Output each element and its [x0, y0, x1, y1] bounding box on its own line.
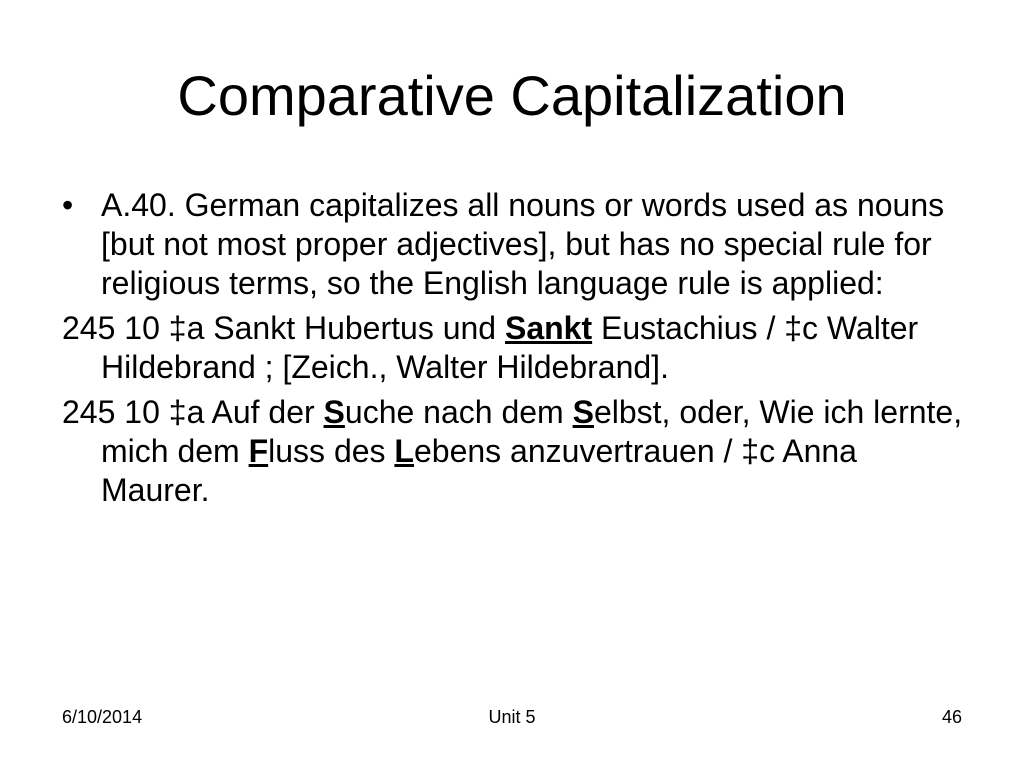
footer-center-label: Unit 5: [488, 707, 536, 727]
example-paragraph-1: [62, 309, 972, 387]
slide-body: [62, 186, 972, 516]
example-2-part-3: elbst, oder, Wie ich lernte, mich dem: [101, 394, 963, 469]
bullet-icon: •: [62, 187, 74, 223]
example-2-highlight-2: S: [572, 394, 594, 430]
bullet-text: A.40. German capitalizes all nouns or words used as nouns [but not most proper adjectives], but has no special rule for religious terms, so the English language rule is applied:: [101, 187, 945, 301]
example-2-part-2: uche nach dem: [344, 394, 573, 430]
bullet-paragraph: [62, 186, 972, 303]
footer-page-number: 46: [941, 707, 962, 727]
slide-title: Comparative Capitalization: [177, 64, 847, 127]
footer-date: 6/10/2014: [62, 707, 143, 727]
example-1-text-after: Eustachius / ‡c Walter Hildebrand ; [Zeich., Walter Hildebrand].: [101, 310, 919, 385]
example-paragraph-2: [62, 393, 972, 510]
example-1-highlight: Sankt: [504, 310, 593, 346]
example-2-part-4: luss des: [268, 433, 395, 469]
example-2-part-5: ebens anzuvertrauen / ‡c Anna Maurer.: [101, 433, 857, 508]
example-2-highlight-1: S: [323, 394, 345, 430]
example-2-highlight-3: F: [248, 433, 269, 469]
example-2-highlight-4: L: [394, 433, 414, 469]
example-2-part-1: 245 10 ‡a Auf der: [62, 394, 324, 430]
example-1-text-before: 245 10 ‡a Sankt Hubertus und: [62, 310, 505, 346]
